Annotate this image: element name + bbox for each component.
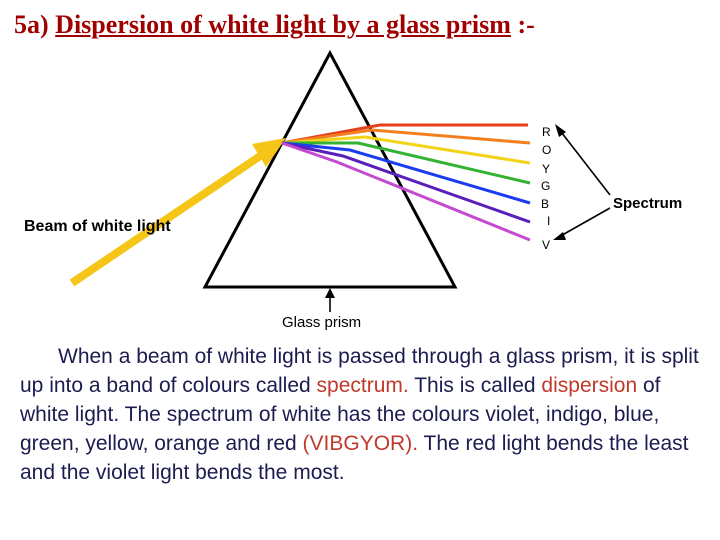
title-suffix: :- bbox=[510, 10, 535, 39]
dispersed-rays bbox=[282, 125, 530, 240]
dispersion-highlight: dispersion bbox=[541, 374, 638, 397]
para-sentence-4: The red light bends the least and the violet light bends the most. bbox=[20, 432, 689, 484]
letter-o: O bbox=[542, 143, 552, 157]
letter-r: R bbox=[542, 125, 551, 139]
letter-y: Y bbox=[542, 162, 551, 176]
para-indent bbox=[20, 345, 58, 368]
vibgyor-highlight: (VIBGYOR). bbox=[302, 432, 419, 455]
letter-v: V bbox=[542, 238, 551, 252]
beam-label: Beam of white light bbox=[24, 218, 171, 235]
prism-pointer-head bbox=[325, 288, 335, 298]
para-sentence-2: This is called bbox=[408, 374, 542, 397]
spectrum-letters bbox=[541, 125, 551, 252]
explanation-paragraph bbox=[20, 342, 700, 487]
spectrum-arrow-top-line bbox=[558, 128, 610, 195]
letter-g: G bbox=[541, 179, 551, 193]
prism-label: Glass prism bbox=[282, 314, 362, 331]
para-sentence-1: When a beam of white light is passed through a glass prism, it is split up into a band of colours called bbox=[20, 345, 699, 397]
title-prefix: 5a) bbox=[14, 10, 56, 39]
spectrum-arrow-bottom-line bbox=[557, 208, 610, 238]
letter-i: I bbox=[547, 214, 551, 228]
para-sentence-3: of white light. The spectrum of white has the colours violet, indigo, blue, green, yellow, orange and red bbox=[20, 374, 661, 455]
letter-b: B bbox=[541, 197, 550, 211]
spectrum-highlight: spectrum. bbox=[316, 374, 409, 397]
title-main: Dispersion of white light by a glass prism bbox=[55, 10, 511, 39]
spectrum-label: Spectrum bbox=[613, 195, 683, 212]
